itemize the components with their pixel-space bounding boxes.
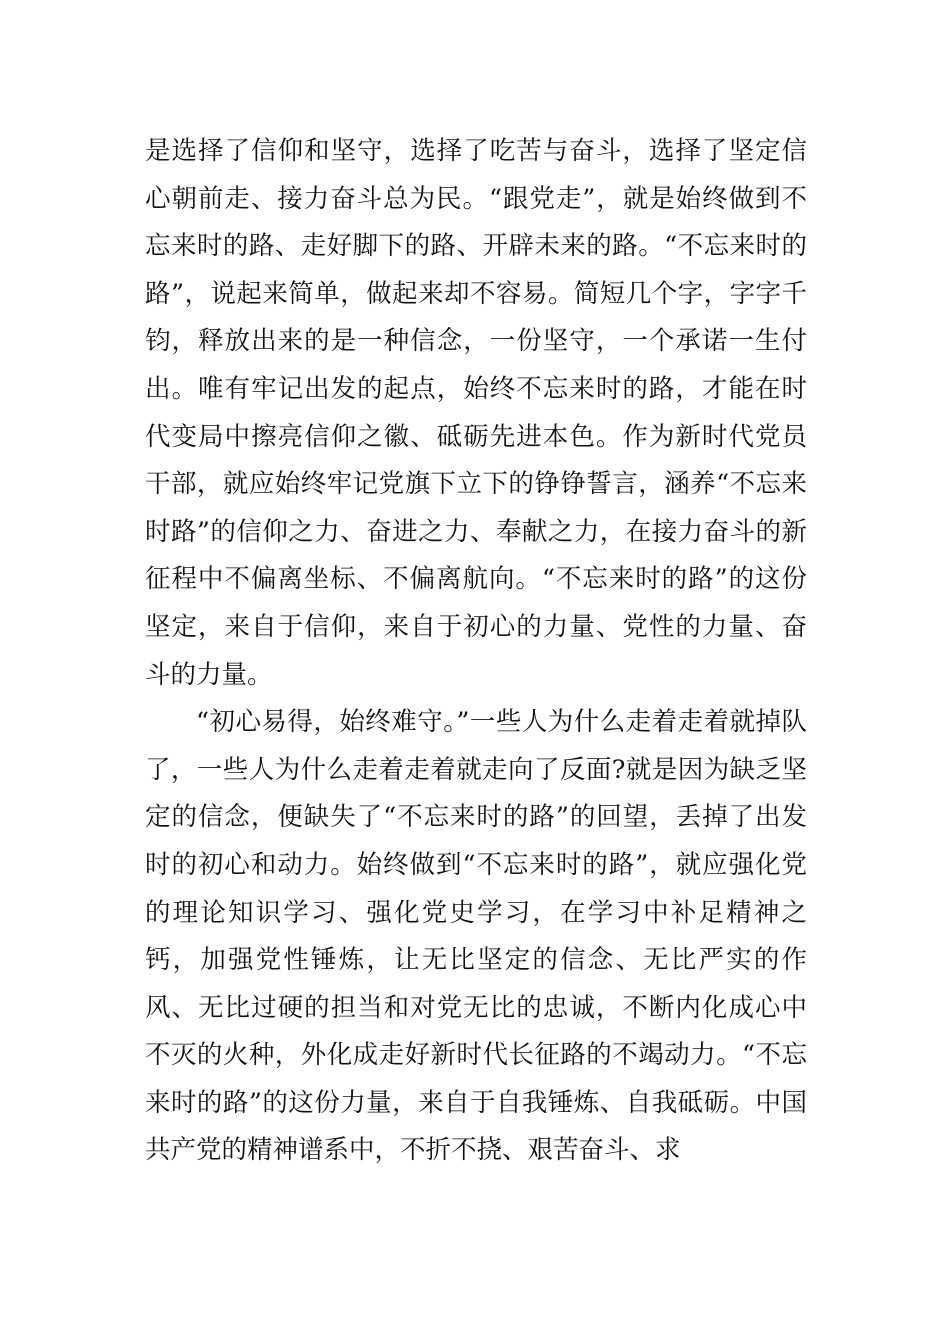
body-text [145,128,807,1175]
paragraph-1: 是选择了信仰和坚守，选择了吃苦与奋斗，选择了坚定信心朝前走、接力奋斗总为民。“跟党走”，就是始终做到不忘来时的路、走好脚下的路、开辟未来的路。“不忘来时的路”，说起来简单，做起来却不容易。简短几个字，字字千钧，释放出来的是一种信念，一份坚守，一个承诺一生付出。唯有牢记出发的起点，始终不忘来时的路，才能在时代变局中擦亮信仰之徽、砥砺先进本色。作为新时代党员干部，就应始终牢记党旗下立下的铮铮誓言，涵养“不忘来时路”的信仰之力、奋进之力、奉献之力，在接力奋斗的新征程中不偏离坐标、不偏离航向。“不忘来时的路”的这份坚定，来自于信仰，来自于初心的力量、党性的力量、奋斗的力量。 [145,136,807,690]
paragraph-2: “初心易得，始终难守。”一些人为什么走着走着就掉队了，一些人为什么走着走着就走向了反面?就是因为缺乏坚定的信念，便缺失了“不忘来时的路”的回望，丢掉了出发时的初心和动力。始终做到“不忘来时的路”，就应强化党的理论知识学习、强化党史学习，在学习中补足精神之钙，加强党性锤炼，让无比坚定的信念、无比严实的作风、无比过硬的担当和对党无比的忠诚，不断内化成心中不灭的火种，外化成走好新时代长征路的不竭动力。“不忘来时的路”的这份力量，来自于自我锤炼、自我砥砺。中国共产党的精神谱系中，不折不挠、艰苦奋斗、求 [145,707,807,1166]
